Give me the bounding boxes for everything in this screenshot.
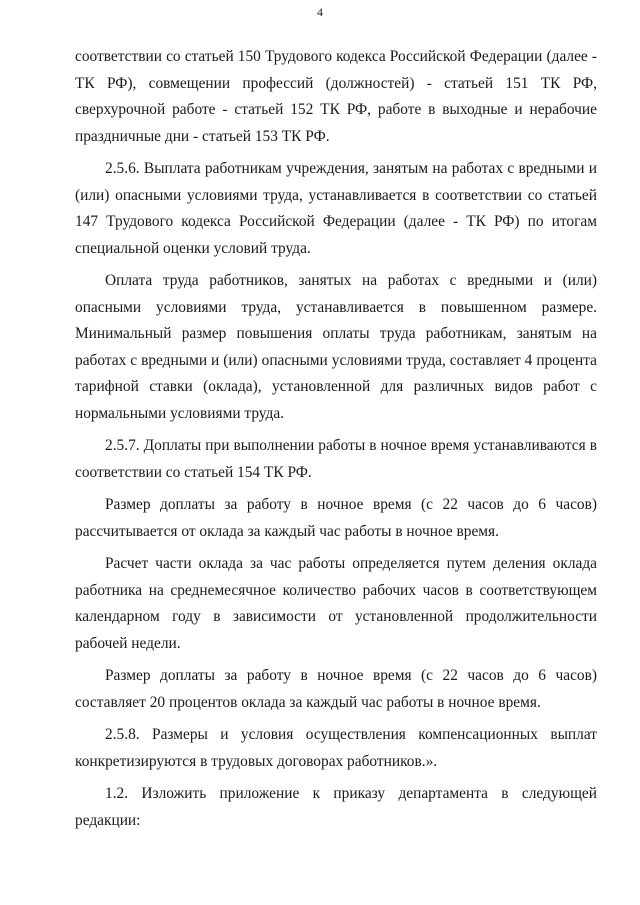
page-number: 4 (317, 5, 323, 19)
paragraph-2-5-6: 2.5.6. Выплата работникам учреждения, занятым на работах с вредными и (или) опасными условиями труда, устанавливается в соответствии со статьей 147 Трудового кодекса Российской Федерации (далее - ТК РФ) по итогам специальной оценки условий труда. (75, 160, 597, 257)
paragraph-2-5-7: 2.5.7. Доплаты при выполнении работы в ночное время устанавливаются в соответствии со статьей 154 ТК РФ. (75, 437, 597, 481)
paragraph-night-pay-size: Размер доплаты за работу в ночное время (с 22 часов до 6 часов) рассчитывается от оклада за каждый час работы в ночное время. (75, 496, 597, 540)
paragraph-hazard-pay: Оплата труда работников, занятых на работах с вредными и (или) опасными условиями труда, устанавливается в повышенном размере. Минимальный размер повышения оплаты труда работникам, занятым на работах с вредными и (или) опасными условиями труда, составляет 4 процента тарифной ставки (оклада), установленной для различных видов работ с нормальными условиями труда. (75, 272, 597, 422)
paragraph-2-5-8: 2.5.8. Размеры и условия осуществления компенсационных выплат конкретизируются в трудовых договорах работников.». (75, 726, 597, 770)
paragraph-hourly-calculation: Расчет части оклада за час работы определяется путем деления оклада работника на среднемесячное количество рабочих часов в соответствующем календарном году в зависимости от установленной продолжительности рабочей недели. (75, 555, 597, 652)
paragraph-1-2: 1.2. Изложить приложение к приказу департамента в следующей редакции: (75, 785, 597, 829)
document-body (75, 44, 597, 840)
paragraph-continuation: соответствии со статьей 150 Трудового кодекса Российской Федерации (далее - ТК РФ), совмещении профессий (должностей) - статьей 151 ТК РФ, сверхурочной работе - статьей 152 ТК РФ, работе в выходные и нерабочие праздничные дни - статьей 153 ТК РФ. (75, 48, 597, 145)
paragraph-night-pay-percent: Размер доплаты за работу в ночное время (с 22 часов до 6 часов) составляет 20 процентов оклада за каждый час работы в ночное время. (75, 667, 597, 711)
